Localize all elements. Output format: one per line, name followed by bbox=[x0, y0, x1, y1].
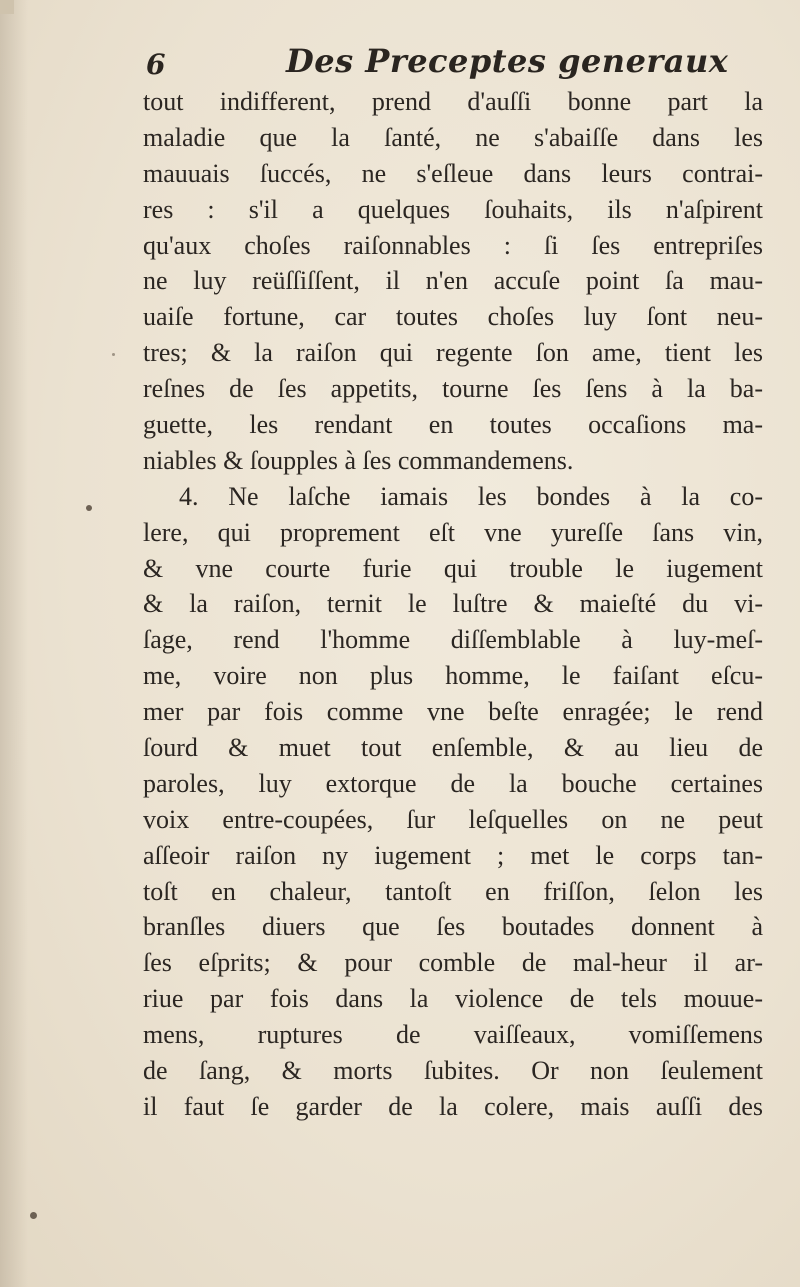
text-line: il faut ſe garder de la colere, mais auſſi des bbox=[143, 1091, 763, 1121]
text-line: res : s'il a quelques ſouhaits, ils n'aſpirent bbox=[143, 194, 763, 224]
text-line: reſnes de ſes appetits, tourne ſes ſens à la ba- bbox=[143, 374, 763, 404]
text-line: voix entre-coupées, ſur leſquelles on ne peut bbox=[143, 804, 763, 834]
ink-speck bbox=[30, 1212, 37, 1219]
text-line: maladie que la ſanté, ne s'abaiſſe dans les bbox=[143, 122, 763, 152]
text-line: mauuais ſuccés, ne s'eſleue dans leurs contrai- bbox=[143, 158, 763, 188]
text-line: tres; & la raiſon qui regente ſon ame, tient les bbox=[143, 338, 763, 368]
body-text bbox=[143, 84, 763, 1125]
text-line: guette, les rendant en toutes occaſions ma- bbox=[143, 410, 763, 440]
text-line: 4. Ne laſche iamais les bondes à la co- bbox=[179, 481, 763, 511]
text-line: lere, qui proprement eſt vne yureſſe ſans vin, bbox=[143, 517, 763, 547]
text-line: riue par fois dans la violence de tels mouue- bbox=[143, 984, 763, 1014]
text-line: de ſang, & morts ſubites. Or non ſeulement bbox=[143, 1056, 763, 1086]
text-line: tout indifferent, prend d'auſſi bonne part la bbox=[143, 87, 763, 116]
page-corner bbox=[0, 0, 14, 14]
text-line: & vne courte furie qui trouble le iugement bbox=[143, 553, 763, 583]
text-line: niables & ſoupples à ſes commandemens. bbox=[143, 445, 574, 475]
text-line: ſage, rend l'homme diſſemblable à luy-meſ- bbox=[143, 625, 763, 655]
text-line: uaiſe fortune, car toutes choſes luy ſont neu- bbox=[143, 302, 763, 332]
text-line: ſourd & muet tout enſemble, & au lieu de bbox=[143, 733, 763, 763]
text-line: qu'aux choſes raiſonnables : ſi ſes entrepriſes bbox=[143, 230, 763, 260]
page-number: 6 bbox=[146, 48, 166, 81]
text-line: paroles, luy extorque de la bouche certaines bbox=[143, 768, 763, 798]
text-line: me, voire non plus homme, le faiſant eſcu- bbox=[143, 661, 763, 691]
text-line: ne luy reüſſiſſent, il n'en accuſe point ſa mau- bbox=[143, 266, 763, 296]
text-line: aſſeoir raiſon ny iugement ; met le corps tan- bbox=[143, 840, 763, 870]
running-title: Des Preceptes generaux bbox=[286, 42, 729, 80]
ink-speck bbox=[86, 505, 92, 511]
page-gutter-shadow bbox=[0, 0, 28, 1287]
text-line: & la raiſon, ternit le luſtre & maieſté du vi- bbox=[143, 589, 763, 619]
text-line: toſt en chaleur, tantoſt en friſſon, ſelon les bbox=[143, 876, 763, 906]
ink-speck bbox=[112, 353, 115, 356]
text-line: mens, ruptures de vaiſſeaux, vomiſſemens bbox=[143, 1020, 763, 1050]
text-line: branſles diuers que ſes boutades donnent à bbox=[143, 912, 763, 942]
text-line: mer par fois comme vne beſte enragée; le rend bbox=[143, 697, 763, 727]
text-line: ſes eſprits; & pour comble de mal-heur il ar- bbox=[143, 948, 763, 978]
